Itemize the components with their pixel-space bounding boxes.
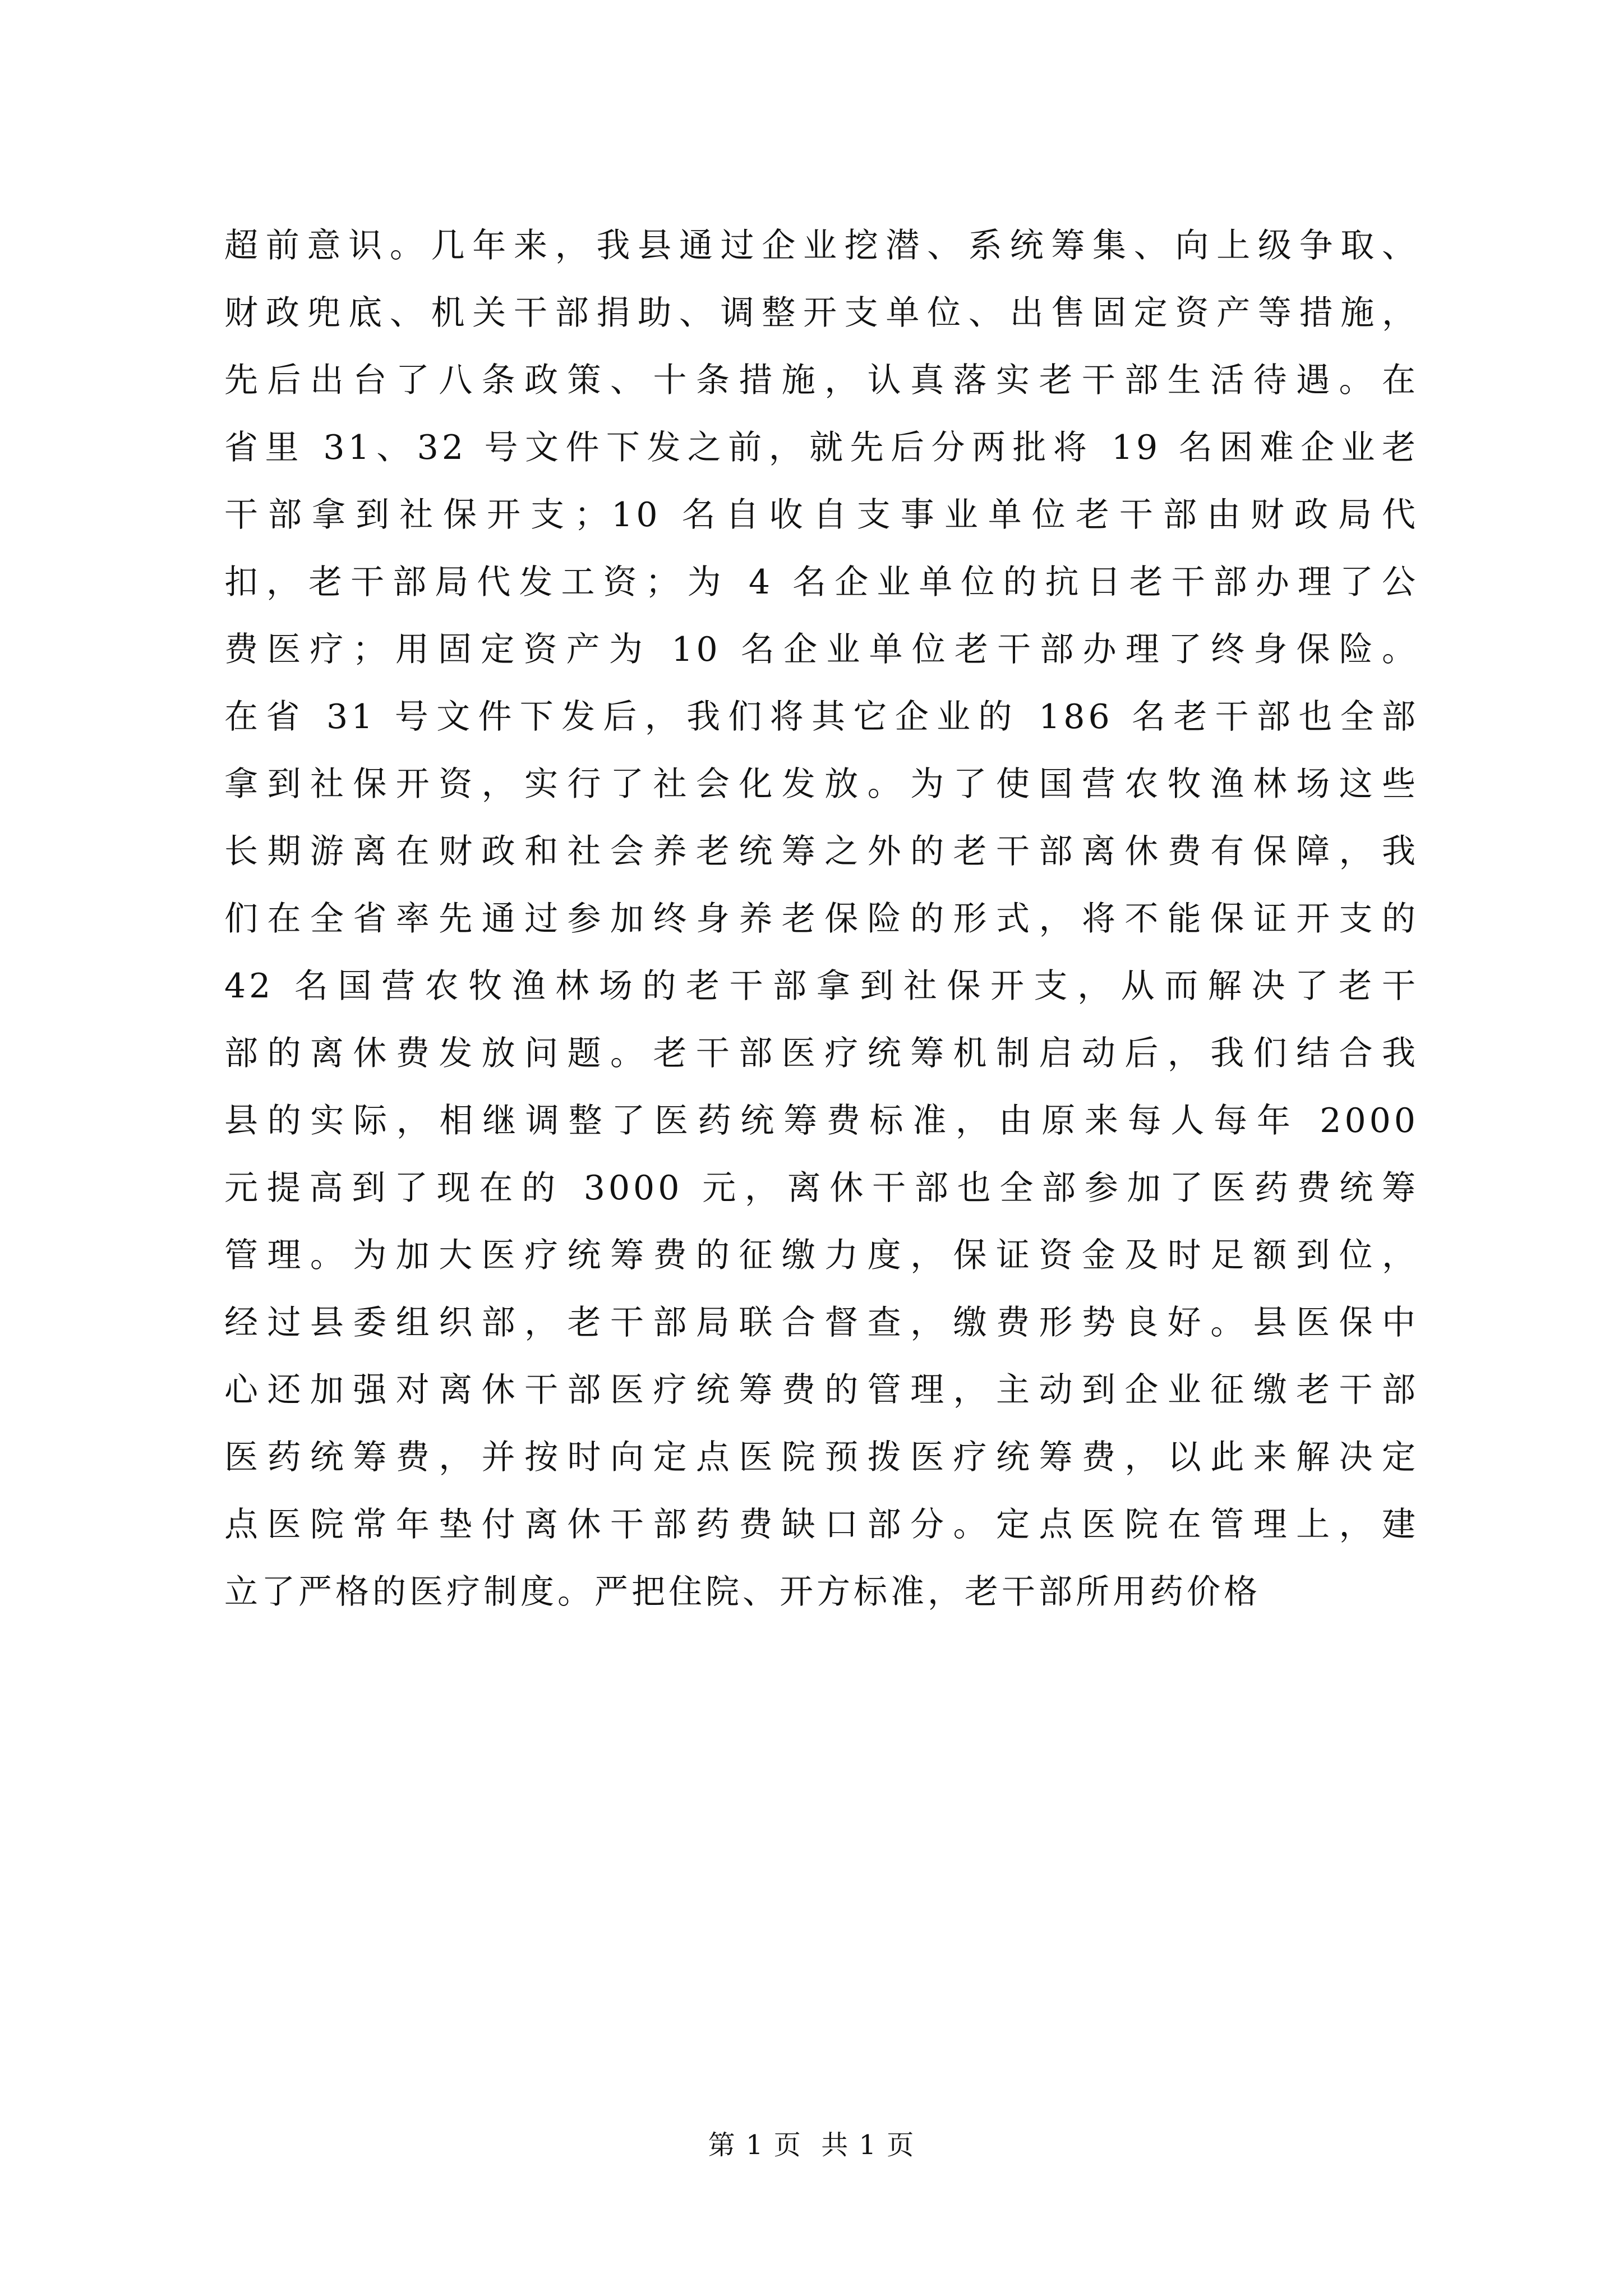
text-line: 县的实际，相继调整了医药统筹费标准，由原来每人每年 2000 xyxy=(224,1101,1419,1140)
text-line: 拿到社保开资，实行了社会化发放。为了使国营农牧渔林场这些 xyxy=(224,765,1419,804)
text-line: 42 名国营农牧渔林场的老干部拿到社保开支，从而解决了老干 xyxy=(224,967,1419,1006)
text-line: 元提高到了现在的 3000 元，离休干部也全部参加了医药费统筹 xyxy=(224,1168,1419,1208)
text-line: 们在全省率先通过参加终身养老保险的形式，将不能保证开支的 xyxy=(224,899,1419,938)
text-line: 管理。为加大医疗统筹费的征缴力度，保证资金及时足额到位， xyxy=(224,1236,1419,1275)
text-line: 费医疗；用固定资产为 10 名企业单位老干部办理了终身保险。 xyxy=(224,630,1419,669)
text-line: 财政兜底、机关干部捐助、调整开支单位、出售固定资产等措施， xyxy=(224,293,1419,333)
text-line: 先后出台了八条政策、十条措施，认真落实老干部生活待遇。在 xyxy=(224,361,1419,400)
text-line: 心还加强对离休干部医疗统筹费的管理，主动到企业征缴老干部 xyxy=(224,1370,1419,1410)
body-text xyxy=(224,212,1419,1626)
text-line: 经过县委组织部，老干部局联合督查，缴费形势良好。县医保中 xyxy=(224,1303,1419,1342)
page-footer: 第 1 页 共 1 页 xyxy=(708,2129,915,2161)
text-line: 省里 31、32 号文件下发之前，就先后分两批将 19 名困难企业老 xyxy=(224,428,1419,467)
text-line: 部的离休费发放问题。老干部医疗统筹机制启动后，我们结合我 xyxy=(224,1034,1419,1073)
text-line: 超前意识。几年来，我县通过企业挖潜、系统筹集、向上级争取、 xyxy=(224,226,1419,265)
text-line: 医药统筹费，并按时向定点医院预拨医疗统筹费，以此来解决定 xyxy=(224,1438,1419,1477)
text-line: 在省 31 号文件下发后，我们将其它企业的 186 名老干部也全部 xyxy=(224,697,1419,737)
text-line: 长期游离在财政和社会养老统筹之外的老干部离休费有保障，我 xyxy=(224,832,1419,871)
text-line: 点医院常年垫付离休干部药费缺口部分。定点医院在管理上，建 xyxy=(224,1505,1419,1544)
text-line: 立了严格的医疗制度。严把住院、开方标准，老干部所用药价格 xyxy=(224,1572,1261,1612)
text-line: 干部拿到社保开支；10 名自收自支事业单位老干部由财政局代 xyxy=(224,495,1419,535)
text-line: 扣，老干部局代发工资；为 4 名企业单位的抗日老干部办理了公 xyxy=(224,563,1419,602)
